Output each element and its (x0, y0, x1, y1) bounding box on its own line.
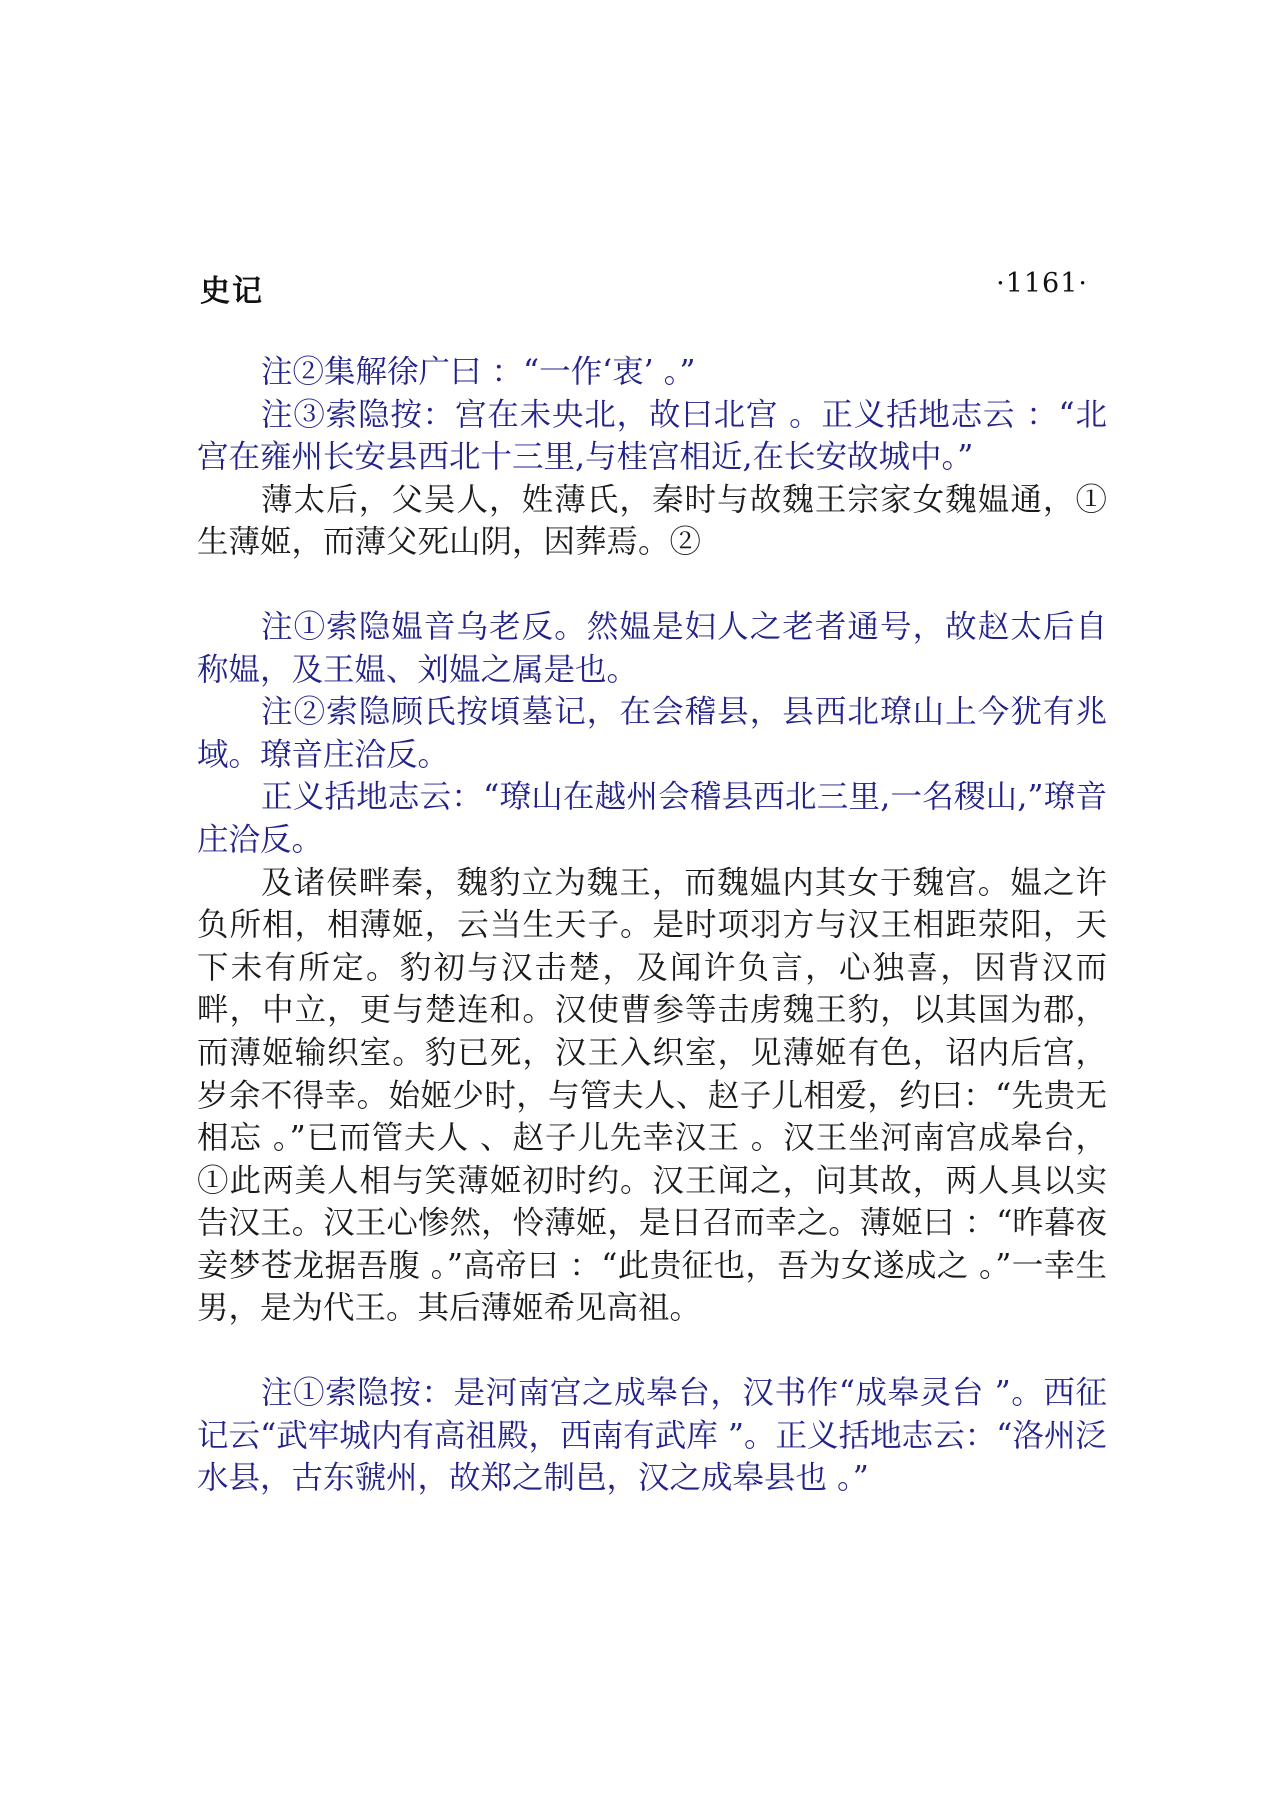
page-number: ·1161· (996, 268, 1088, 299)
paragraph-spacer (197, 564, 1107, 606)
annotation-paragraph: 正义括地志云：“璙山在越州会稽县西北三里,一名稷山,”璙音庄洽反。 (197, 779, 1107, 858)
annotation-paragraph: 注①索隐按：是河南宫之成皋台，汉书作“成皋灵台 ”。西征记云“武牢城内有高祖殿，西南有武库 ”。正义括地志云：“洛州泛水县，古东虢州，故郑之制邑，汉之成皋县也 。” (197, 1375, 1107, 1497)
book-title: 史记 (200, 274, 264, 309)
annotation-paragraph: 注②集解徐广曰 ：“一作‘衷’ 。” (261, 354, 696, 390)
paragraph-spacer (197, 1330, 1107, 1372)
annotation-paragraph: 注①索隐媪音乌老反。然媪是妇人之老者通号，故赵太后自称媪，及王媪、刘媪之属是也。 (197, 608, 1107, 688)
annotation-paragraph: 注②索隐顾氏按頃墓记，在会稽县，县西北璙山上今犹有兆域。璙音庄洽反。 (197, 694, 1107, 773)
main-text-paragraph: 及诸侯畔秦，魏豹立为魏王，而魏媪内其女于魏宫。媪之许负所相，相薄姬，云当生天子。是时项羽方与汉王相距荥阳，天下未有所定。豹初与汉击楚，及闻许负言，心独喜，因背汉而畔，中立，更与楚连和。汉使曹参等击虏魏王豹，以其国为郡，而薄姬输织室。豹已死，汉王入织室，见薄姬有色，诏内后宫，岁余不得幸。始姬少时，与管夫人、赵子儿相爱，约曰：“先贵无相忘 。”已而管夫人 、赵子儿先幸汉王 。汉王坐河南宫成皋台，①此两美人相与笑薄姬初时约。汉王闻之，问其故，两人具以实告汉王。汉王心惨然，怜薄姬，是日召而幸之。薄姬曰 ：“昨暮夜妾梦苍龙据吾腹 。”高帝曰 ：“此贵征也，吾为女遂成之 。”一幸生男，是为代王。其后薄姬希见高祖。 (197, 864, 1107, 1327)
annotation-paragraph: 注③索隐按：宫在未央北，故曰北宫 。正义括地志云 ：“北宫在雍州长安县西北十三里,与桂宫相近,在长安故城中。” (197, 396, 1107, 476)
body-text (197, 351, 1107, 1500)
main-text-paragraph: 薄太后，父吴人，姓薄氏，秦时与故魏王宗家女魏媪通，①生薄姬，而薄父死山阴，因葬焉。② (197, 481, 1107, 561)
page-header (200, 266, 1088, 309)
